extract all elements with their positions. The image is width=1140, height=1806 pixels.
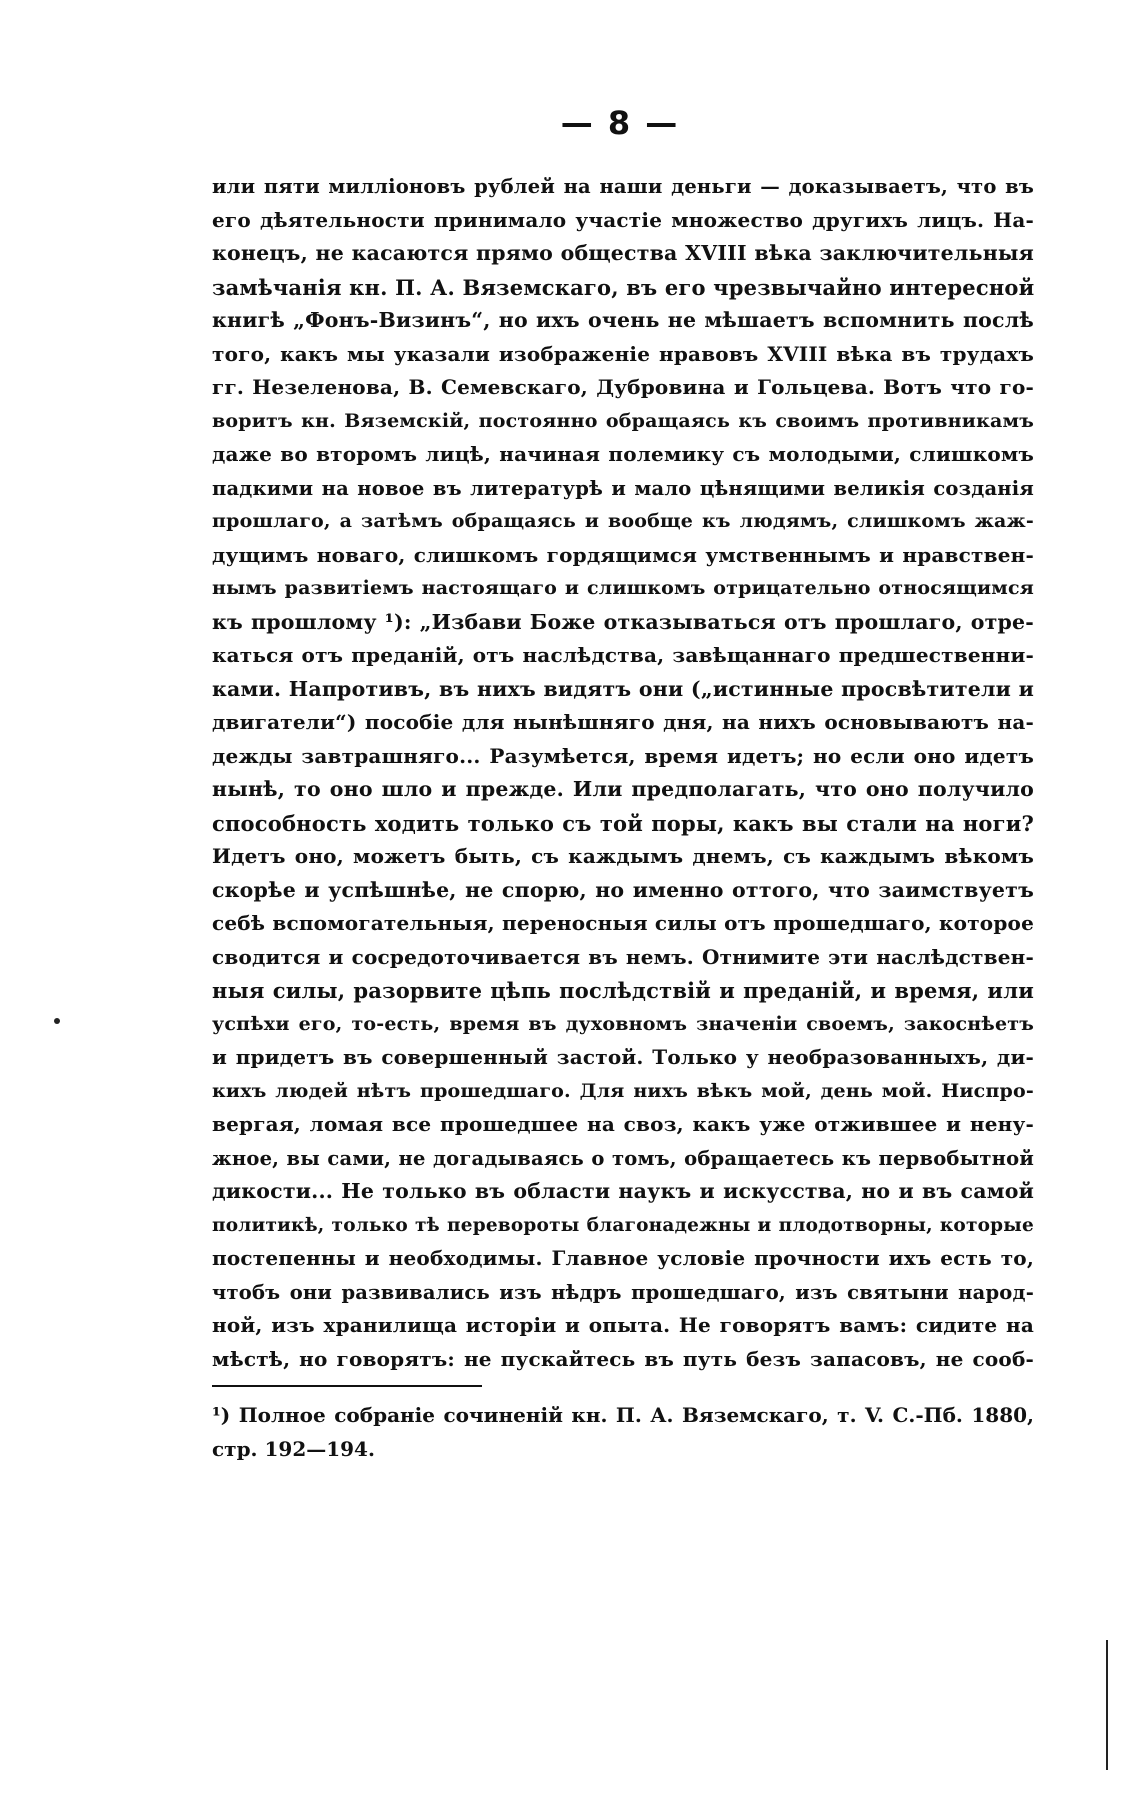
footnote-line: стр. 192—194. — [212, 1437, 375, 1461]
text-line: двигатели“) пособіе для нынѣшняго дня, на нихъ основываютъ на- — [212, 710, 1034, 734]
text-line: воритъ кн. Вяземскій, постоянно обращаясь къ своимъ противникамъ — [212, 409, 1034, 432]
footnote-divider — [212, 1385, 482, 1387]
text-line: Идетъ оно, можетъ быть, съ каждымъ днемъ, съ каждымъ вѣкомъ — [212, 844, 1034, 868]
text-line: дущимъ новаго, слишкомъ гордящимся умственнымъ и нравствен- — [212, 542, 1034, 567]
text-line: ной, изъ хранилища исторіи и опыта. Не говорятъ вамъ: сидите на — [212, 1313, 1034, 1337]
text-line: кихъ людей нѣтъ прошедшаго. Для нихъ вѣкъ мой, день мой. Ниспро- — [212, 1079, 1034, 1102]
text-line: способность ходить только съ той поры, какъ вы стали на ноги? — [212, 810, 1034, 836]
text-line: дикости... Не только въ области наукъ и искусства, но и въ самой — [212, 1179, 1034, 1203]
text-line: вергая, ломая все прошедшее на своз, какъ уже отжившее и нену- — [212, 1112, 1034, 1136]
text-line: даже во второмъ лицѣ, начиная полемику съ молодыми, слишкомъ — [212, 442, 1034, 466]
text-line: успѣхи его, то-есть, время въ духовномъ значеніи своемъ, закоснѣетъ — [212, 1012, 1034, 1035]
text-line: книгѣ „Фонъ-Визинъ“, но ихъ очень не мѣшаетъ вспомнить послѣ — [212, 308, 1034, 332]
page-number: — 8 — — [560, 104, 680, 142]
text-line: ками. Напротивъ, въ нихъ видятъ они („истинные просвѣтители и — [212, 676, 1034, 701]
text-line: сводится и сосредоточивается въ немъ. Отнимите эти наслѣдствен- — [212, 944, 1034, 969]
text-line: и придетъ въ совершенный застой. Только у необразованныхъ, ди- — [212, 1045, 1034, 1069]
footnote-line: ¹) Полное собраніе сочиненій кн. П. А. Вяземскаго, т. V. С.-Пб. 1880, — [212, 1403, 1034, 1427]
text-line: замѣчанія кн. П. А. Вяземскаго, въ его чрезвычайно интересной — [212, 274, 1035, 300]
margin-speck — [54, 1018, 60, 1024]
text-line: мѣстѣ, но говорятъ: не пускайтесь въ путь безъ запасовъ, не сооб- — [212, 1346, 1034, 1371]
page-edge-mark — [1106, 1640, 1108, 1770]
footnote — [212, 1398, 1034, 1466]
text-line: падкими на новое въ литературѣ и мало цѣнящими великія созданія — [212, 476, 1034, 500]
text-line: его дѣятельности принимало участіе множество другихъ лицъ. На- — [212, 207, 1034, 232]
text-line: гг. Незеленова, В. Семевскаго, Дубровина и Гольцева. Вотъ что го- — [212, 375, 1034, 399]
text-line: прошлаго, а затѣмъ обращаясь и вообще къ людямъ, слишкомъ жаж- — [212, 510, 1034, 532]
text-line: того, какъ мы указали изображеніе нравовъ XVIII вѣка въ трудахъ — [212, 341, 1034, 366]
text-line: конецъ, не касаются прямо общества XVIII вѣка заключительныя — [212, 241, 1034, 265]
text-line: или пяти милліоновъ рублей на наши деньги — доказываетъ, что въ — [212, 175, 1034, 198]
text-line: каться отъ преданій, отъ наслѣдства, завѣщаннаго предшественни- — [212, 643, 1034, 667]
text-line: ныя силы, разорвите цѣпь послѣдствій и преданій, и время, или — [212, 978, 1034, 1003]
text-line: дежды завтрашняго... Разумѣется, время идетъ; но если оно идетъ — [212, 743, 1034, 768]
text-line: нынѣ, то оно шло и прежде. Или предполагать, что оно получило — [212, 777, 1034, 801]
text-line: постепенны и необходимы. Главное условіе прочности ихъ есть то, — [212, 1246, 1034, 1270]
text-line: жное, вы сами, не догадываясь о томъ, обращаетесь къ первобытной — [212, 1146, 1034, 1170]
text-line: къ прошлому ¹): „Избави Боже отказываться отъ прошлаго, отре- — [212, 609, 1034, 634]
text-line: себѣ вспомогательныя, переносныя силы отъ прошедшаго, которое — [212, 911, 1034, 935]
body-text — [212, 170, 1034, 1376]
text-line: нымъ развитіемъ настоящаго и слишкомъ отрицательно относящимся — [212, 577, 1034, 599]
text-line: чтобъ они развивались изъ нѣдръ прошедшаго, изъ святыни народ- — [212, 1280, 1034, 1304]
text-line: политикѣ, только тѣ перевороты благонадежны и плодотворны, которые — [212, 1214, 1034, 1236]
text-line: скорѣе и успѣшнѣе, не спорю, но именно оттого, что заимствуетъ — [212, 877, 1034, 902]
